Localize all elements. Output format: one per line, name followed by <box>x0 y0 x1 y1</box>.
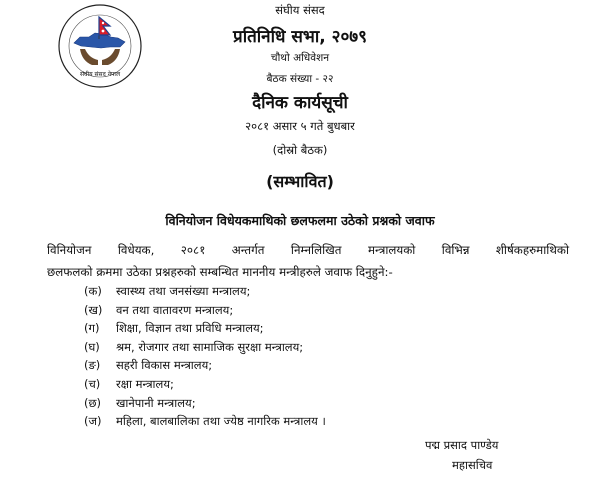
parliament-emblem <box>58 4 142 88</box>
item-text: स्वास्थ्य तथा जनसंख्या मन्त्रालय; <box>116 284 251 298</box>
list-item <box>84 412 326 431</box>
item-text: रक्षा मन्त्रालय; <box>116 376 174 391</box>
section-heading: विनियोजन विधेयकमाथिको छलफलमा उठेको प्रश्नको जवाफ <box>165 213 435 228</box>
agenda-date: २०८१ असार ५ गते बुधबार <box>245 119 355 133</box>
item-text: महिला, बालबालिका तथा ज्येष्ठ नागरिक मन्त्रालय । <box>116 414 326 429</box>
session-label: चौथो अधिवेशन <box>270 52 330 64</box>
agenda-title: दैनिक कार्यसूची <box>252 93 348 113</box>
item-text: शिक्षा, विज्ञान तथा प्रविधि मन्त्रालय; <box>116 321 264 336</box>
item-marker: (च) <box>84 376 101 391</box>
intro-paragraph <box>47 239 569 283</box>
item-marker: (घ) <box>84 339 100 354</box>
item-text: श्रम, रोजगार तथा सामाजिक सुरक्षा मन्त्रालय; <box>116 339 304 354</box>
list-item <box>84 282 326 301</box>
list-item <box>84 394 326 413</box>
tentative-status: (सम्भावित) <box>266 172 334 191</box>
ministry-list <box>84 282 326 431</box>
item-marker: (क) <box>84 284 102 298</box>
item-text: सहरी विकास मन्त्रालय; <box>116 358 213 373</box>
item-text: वन तथा वातावरण मन्त्रालय; <box>116 302 234 317</box>
list-item <box>84 301 326 320</box>
house-title: प्रतिनिधि सभा, २०७९ <box>233 27 367 47</box>
item-marker: (छ) <box>84 395 102 410</box>
emblem-caption: संघीय संसद नेपाल <box>79 71 121 78</box>
list-item <box>84 319 326 338</box>
item-marker: (ज) <box>84 414 102 429</box>
item-marker: (ग) <box>84 321 100 336</box>
meeting-number: बैठक संख्या - २२ <box>266 73 334 85</box>
signatory-title: महासचिव <box>452 458 493 472</box>
list-item <box>84 375 326 394</box>
item-text: खानेपानी मन्त्रालय; <box>116 395 196 410</box>
signatory-name: पद्म प्रसाद पाण्डेय <box>425 438 499 452</box>
list-item <box>84 338 326 357</box>
list-item <box>84 356 326 375</box>
sitting-label: (दोस्रो बैठक) <box>272 143 328 157</box>
intro-line-1: विनियोजन विधेयक, २०८१ अन्तर्गत निम्नलिखित मन्त्रालयको विभिन्न शीर्षकहरुमाथिको <box>47 243 569 257</box>
intro-line-2: छलफलको क्रममा उठेका प्रश्नहरुको सम्बन्धित माननीय मन्त्रीहरुले जवाफ दिनुहुने:- <box>47 265 393 279</box>
item-marker: (ङ) <box>84 358 101 373</box>
organization-name: संघीय संसद <box>275 3 325 17</box>
item-marker: (ख) <box>84 302 103 317</box>
